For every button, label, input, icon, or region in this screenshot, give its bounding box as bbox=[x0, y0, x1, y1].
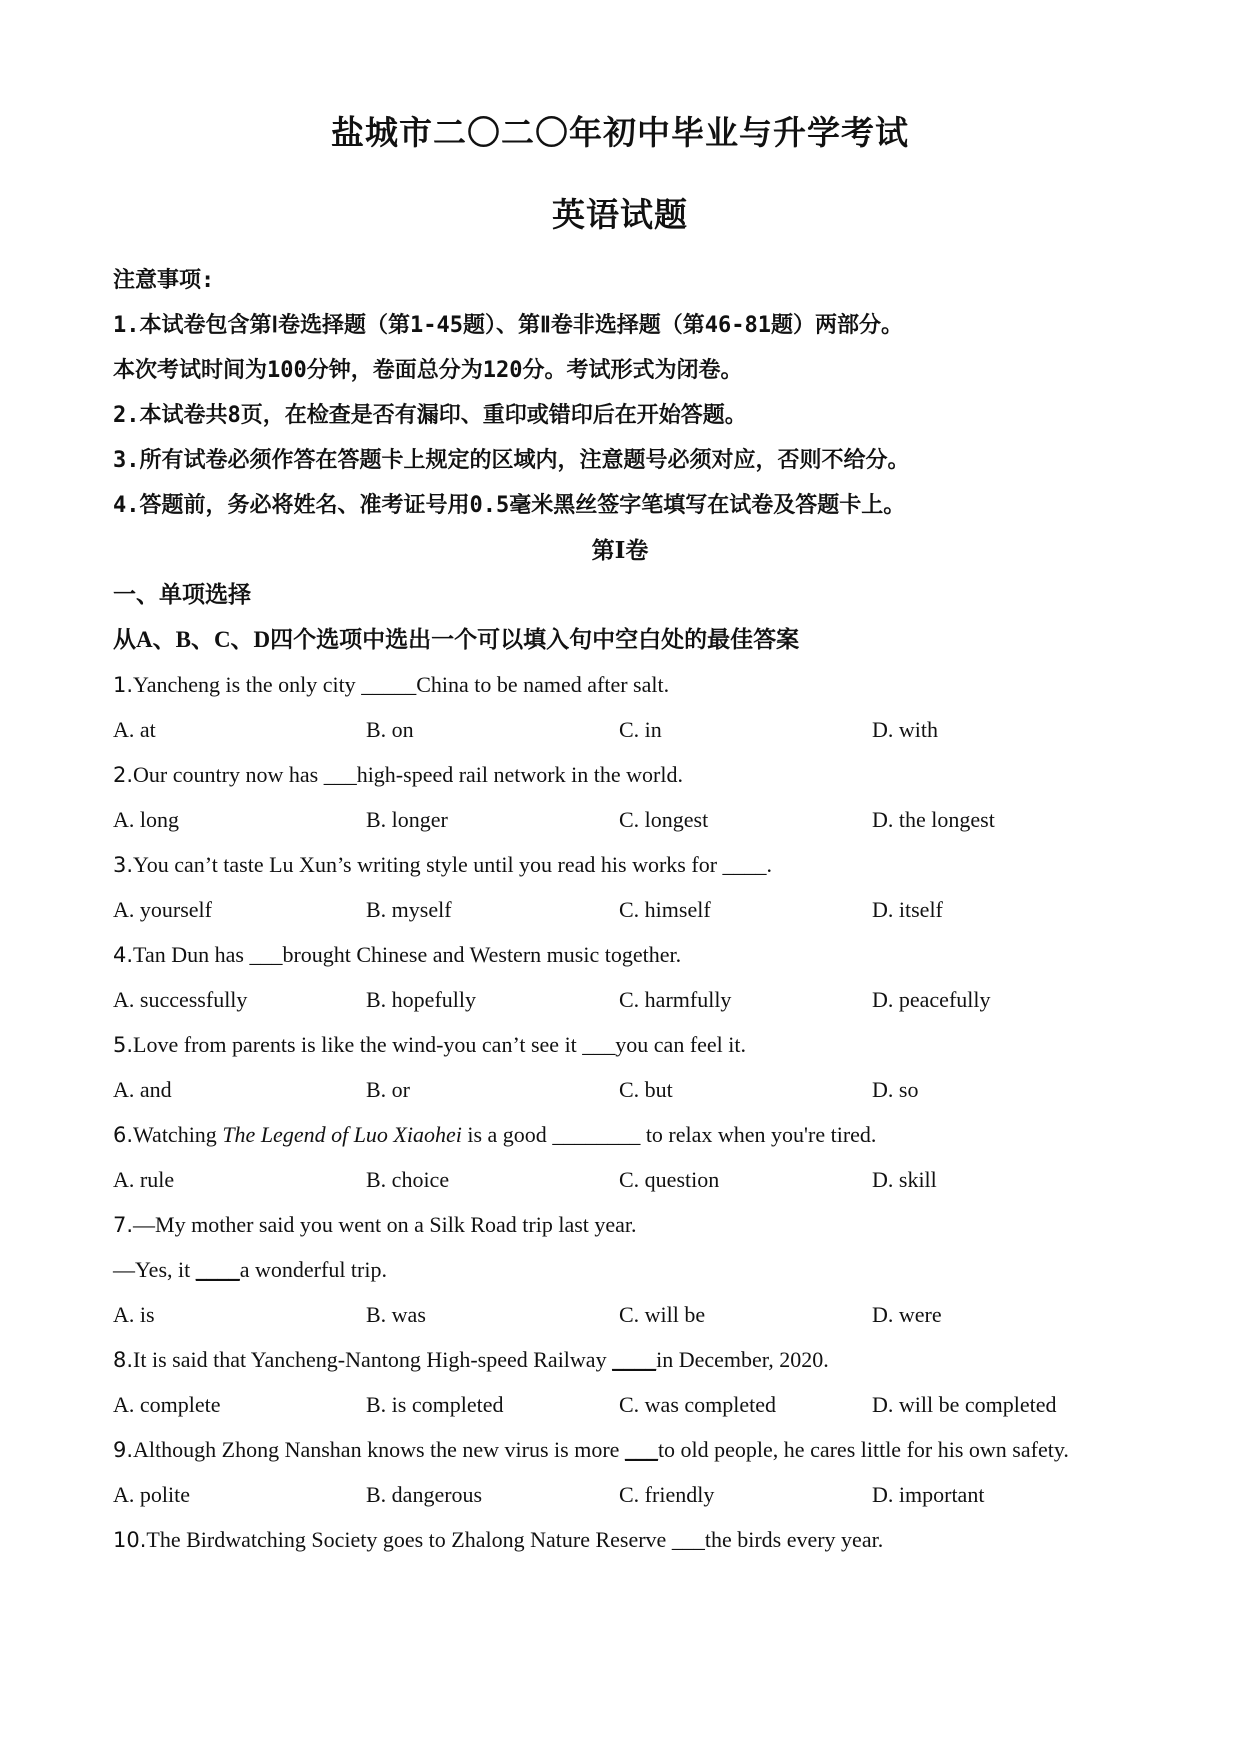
question-stem bbox=[113, 940, 681, 970]
options-row bbox=[113, 1165, 1133, 1195]
option-a: A. complete bbox=[113, 1392, 221, 1417]
option-a: A. at bbox=[113, 717, 156, 742]
stem-text: It is said that Yancheng-Nantong High-speed Railway bbox=[133, 1347, 613, 1372]
question-number: 9. bbox=[113, 1438, 134, 1462]
stem-text: Our country now has bbox=[133, 762, 324, 787]
option-c: C. longest bbox=[619, 807, 709, 832]
question-stem bbox=[113, 1120, 876, 1150]
stem-text: a wonderful trip. bbox=[239, 1257, 387, 1282]
stem-text: the birds every year. bbox=[704, 1527, 884, 1552]
answer-blank: ____ bbox=[722, 852, 767, 877]
options-row bbox=[113, 985, 1133, 1015]
stem-text: . bbox=[766, 852, 773, 877]
exam-subtitle: 英语试题 bbox=[552, 198, 688, 234]
answer-blank: _____ bbox=[361, 672, 417, 697]
stem-text: —Yes, it bbox=[113, 1257, 196, 1282]
question-stem bbox=[113, 1345, 829, 1375]
options-row bbox=[113, 1300, 1133, 1330]
option-d: D. skill bbox=[872, 1167, 937, 1192]
answer-blank: ________ bbox=[552, 1122, 641, 1147]
stem-text: you can feel it. bbox=[615, 1032, 747, 1057]
volume-heading: 第Ⅰ卷 bbox=[591, 538, 649, 563]
option-b: B. was bbox=[366, 1302, 426, 1327]
question-stem bbox=[113, 850, 772, 880]
stem-text: Tan Dun has bbox=[133, 942, 250, 967]
option-a: A. and bbox=[113, 1077, 172, 1102]
question-stem bbox=[113, 760, 683, 790]
options-row bbox=[113, 805, 1133, 835]
answer-blank: ____ bbox=[195, 1257, 240, 1282]
option-a: A. is bbox=[113, 1302, 155, 1327]
stem-text: to relax when you're tired. bbox=[640, 1122, 877, 1147]
option-d: D. the longest bbox=[872, 807, 995, 832]
question-stem bbox=[113, 1210, 637, 1240]
notice-item: 1.本试卷包含第Ⅰ卷选择题（第1-45题）、第Ⅱ卷非选择题（第46-81题）两部分。 bbox=[113, 313, 904, 338]
option-c: C. but bbox=[619, 1077, 673, 1102]
options-row bbox=[113, 1075, 1133, 1105]
stem-text: brought Chinese and Western music together. bbox=[282, 942, 682, 967]
stem-text: Love from parents is like the wind-you can’t see it bbox=[133, 1032, 583, 1057]
option-a: A. long bbox=[113, 807, 179, 832]
question-number: 5. bbox=[113, 1033, 134, 1057]
option-c: C. question bbox=[619, 1167, 720, 1192]
question-stem bbox=[113, 1030, 746, 1060]
answer-blank: ___ bbox=[249, 942, 283, 967]
question-stem bbox=[113, 1435, 1069, 1465]
question-number: 3. bbox=[113, 853, 134, 877]
film-title: The Legend of Luo Xiaohei bbox=[222, 1122, 462, 1147]
question-number: 1. bbox=[113, 673, 134, 697]
question-number: 10. bbox=[113, 1528, 147, 1552]
stem-text: You can’t taste Lu Xun’s writing style until you read his works for bbox=[133, 852, 723, 877]
option-b: B. is completed bbox=[366, 1392, 504, 1417]
option-a: A. yourself bbox=[113, 897, 212, 922]
question-number: 6. bbox=[113, 1123, 134, 1147]
options-row bbox=[113, 895, 1133, 925]
option-b: B. on bbox=[366, 717, 414, 742]
stem-text: —My mother said you went on a Silk Road trip last year. bbox=[133, 1212, 637, 1237]
option-d: D. will be completed bbox=[872, 1392, 1057, 1417]
question-stem bbox=[113, 1525, 883, 1555]
option-d: D. with bbox=[872, 717, 938, 742]
option-b: B. myself bbox=[366, 897, 452, 922]
stem-text: to old people, he cares little for his own safety. bbox=[657, 1437, 1069, 1462]
option-a: A. successfully bbox=[113, 987, 248, 1012]
question-number: 2. bbox=[113, 763, 134, 787]
option-d: D. important bbox=[872, 1482, 985, 1507]
stem-text: Watching bbox=[133, 1122, 223, 1147]
question-number: 7. bbox=[113, 1213, 134, 1237]
option-c: C. was completed bbox=[619, 1392, 777, 1417]
option-c: C. friendly bbox=[619, 1482, 715, 1507]
question-stem bbox=[113, 670, 669, 700]
option-c: C. in bbox=[619, 717, 662, 742]
stem-text: Yancheng is the only city bbox=[133, 672, 362, 697]
stem-text: Although Zhong Nanshan knows the new virus is more bbox=[133, 1437, 625, 1462]
notice-item: 4.答题前，务必将姓名、准考证号用0.5毫米黑丝签字笔填写在试卷及答题卡上。 bbox=[113, 493, 906, 518]
stem-text: high-speed rail network in the world. bbox=[356, 762, 683, 787]
stem-text: is a good bbox=[461, 1122, 553, 1147]
options-row bbox=[113, 1480, 1133, 1510]
answer-blank: ___ bbox=[671, 1527, 705, 1552]
question-stem-reply bbox=[113, 1255, 387, 1285]
answer-blank: ___ bbox=[624, 1437, 658, 1462]
option-d: D. were bbox=[872, 1302, 942, 1327]
part-instruction: 从A、B、C、D四个选项中选出一个可以填入句中空白处的最佳答案 bbox=[113, 627, 800, 652]
option-d: D. peacefully bbox=[872, 987, 991, 1012]
stem-text: in December, 2020. bbox=[656, 1347, 829, 1372]
notice-item: 2.本试卷共8页，在检查是否有漏印、重印或错印后在开始答题。 bbox=[113, 403, 747, 428]
options-row bbox=[113, 715, 1133, 745]
notice-item: 3.所有试卷必须作答在答题卡上规定的区域内，注意题号必须对应，否则不给分。 bbox=[113, 448, 910, 473]
option-c: C. harmfully bbox=[619, 987, 732, 1012]
answer-blank: ___ bbox=[582, 1032, 616, 1057]
notice-heading: 注意事项: bbox=[113, 268, 215, 293]
option-b: B. or bbox=[366, 1077, 410, 1102]
option-c: C. will be bbox=[619, 1302, 706, 1327]
notice-item: 本次考试时间为100分钟，卷面总分为120分。考试形式为闭卷。 bbox=[113, 358, 743, 383]
question-number: 4. bbox=[113, 943, 134, 967]
option-a: A. rule bbox=[113, 1167, 175, 1192]
options-row bbox=[113, 1390, 1133, 1420]
question-number: 8. bbox=[113, 1348, 134, 1372]
option-c: C. himself bbox=[619, 897, 711, 922]
option-b: B. dangerous bbox=[366, 1482, 483, 1507]
exam-title: 盐城市二〇二〇年初中毕业与升学考试 bbox=[331, 116, 909, 152]
option-a: A. polite bbox=[113, 1482, 190, 1507]
option-d: D. so bbox=[872, 1077, 919, 1102]
part-title: 一、单项选择 bbox=[113, 582, 251, 607]
option-b: B. choice bbox=[366, 1167, 450, 1192]
option-b: B. hopefully bbox=[366, 987, 476, 1012]
answer-blank: ___ bbox=[323, 762, 357, 787]
option-d: D. itself bbox=[872, 897, 943, 922]
stem-text: China to be named after salt. bbox=[416, 672, 670, 697]
option-b: B. longer bbox=[366, 807, 448, 832]
answer-blank: ____ bbox=[612, 1347, 657, 1372]
stem-text: The Birdwatching Society goes to Zhalong Nature Reserve bbox=[146, 1527, 672, 1552]
